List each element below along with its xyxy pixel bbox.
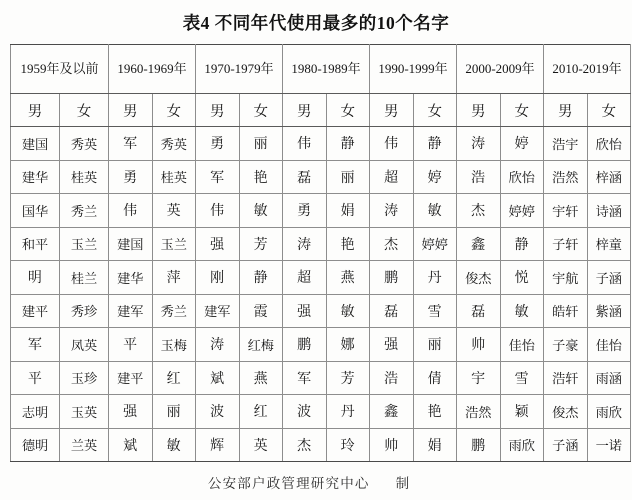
name-cell-r10-d1-male: 德明: [11, 428, 60, 462]
name-cell-r9-d4-female: 丹: [326, 395, 370, 429]
name-cell-r5-d2-male: 建华: [109, 261, 153, 295]
sex-header-6-female: 女: [500, 94, 544, 127]
table-row: [11, 127, 631, 161]
name-cell-r4-d4-male: 涛: [283, 227, 327, 261]
footer-suffix: 制: [395, 476, 411, 491]
name-cell-r8-d3-female: 燕: [239, 361, 283, 395]
decade-header-7: 2010-2019年: [544, 45, 631, 94]
name-cell-r2-d1-male: 建华: [11, 160, 60, 194]
sex-header-7-female: 女: [587, 94, 631, 127]
name-cell-r3-d2-male: 伟: [109, 194, 153, 228]
page-title: 表4 不同年代使用最多的10个名字: [182, 12, 450, 33]
name-cell-r6-d2-male: 建军: [109, 294, 153, 328]
name-cell-r3-d7-female: 诗涵: [587, 194, 631, 228]
name-cell-r7-d7-female: 佳怡: [587, 328, 631, 362]
name-cell-r10-d4-male: 杰: [283, 428, 327, 462]
name-cell-r1-d6-female: 婷: [500, 127, 544, 161]
name-cell-r4-d4-female: 艳: [326, 227, 370, 261]
name-cell-r5-d7-male: 宇航: [544, 261, 588, 295]
name-cell-r8-d1-male: 平: [11, 361, 60, 395]
name-cell-r6-d5-female: 雪: [413, 294, 457, 328]
table-header: [11, 45, 631, 127]
name-cell-r1-d5-male: 伟: [370, 127, 414, 161]
name-cell-r2-d3-male: 军: [196, 160, 240, 194]
name-cell-r8-d1-female: 玉珍: [60, 361, 109, 395]
table-footer: [10, 464, 622, 500]
name-cell-r5-d2-female: 萍: [152, 261, 196, 295]
name-cell-r2-d2-male: 勇: [109, 160, 153, 194]
decade-header-4: 1980-1989年: [283, 45, 370, 94]
table-row: [11, 428, 631, 462]
table-body: [11, 127, 631, 462]
name-cell-r5-d5-male: 鹏: [370, 261, 414, 295]
name-cell-r2-d5-female: 婷: [413, 160, 457, 194]
sex-header-5-male: 男: [370, 94, 414, 127]
name-cell-r8-d2-female: 红: [152, 361, 196, 395]
name-cell-r8-d7-female: 雨涵: [587, 361, 631, 395]
decade-header-1: 1959年及以前: [11, 45, 109, 94]
sex-header-3-male: 男: [196, 94, 240, 127]
sex-header-1-female: 女: [60, 94, 109, 127]
decade-header-5: 1990-1999年: [370, 45, 457, 94]
name-cell-r8-d6-female: 雪: [500, 361, 544, 395]
sex-header-1-male: 男: [11, 94, 60, 127]
name-cell-r5-d5-female: 丹: [413, 261, 457, 295]
table-row: [11, 361, 631, 395]
name-cell-r5-d1-female: 桂兰: [60, 261, 109, 295]
name-cell-r10-d3-male: 辉: [196, 428, 240, 462]
name-cell-r1-d2-male: 军: [109, 127, 153, 161]
name-cell-r8-d5-male: 浩: [370, 361, 414, 395]
name-cell-r9-d2-male: 强: [109, 395, 153, 429]
name-cell-r10-d1-female: 兰英: [60, 428, 109, 462]
name-cell-r3-d7-male: 宇轩: [544, 194, 588, 228]
name-cell-r9-d4-male: 波: [283, 395, 327, 429]
name-cell-r7-d2-male: 平: [109, 328, 153, 362]
name-cell-r3-d2-female: 英: [152, 194, 196, 228]
name-cell-r6-d3-female: 霞: [239, 294, 283, 328]
name-cell-r3-d6-female: 婷婷: [500, 194, 544, 228]
name-cell-r3-d6-male: 杰: [457, 194, 501, 228]
name-cell-r4-d5-female: 婷婷: [413, 227, 457, 261]
name-cell-r6-d4-male: 强: [283, 294, 327, 328]
name-cell-r5-d4-female: 燕: [326, 261, 370, 295]
sex-header-2-male: 男: [109, 94, 153, 127]
table-row: [11, 395, 631, 429]
name-cell-r5-d6-male: 俊杰: [457, 261, 501, 295]
name-cell-r3-d4-female: 娟: [326, 194, 370, 228]
name-cell-r6-d7-female: 紫涵: [587, 294, 631, 328]
name-cell-r1-d1-female: 秀英: [60, 127, 109, 161]
name-cell-r5-d1-male: 明: [11, 261, 60, 295]
name-cell-r10-d6-male: 鹏: [457, 428, 501, 462]
name-cell-r1-d2-female: 秀英: [152, 127, 196, 161]
name-cell-r1-d7-female: 欣怡: [587, 127, 631, 161]
name-cell-r6-d7-male: 皓轩: [544, 294, 588, 328]
name-cell-r10-d2-female: 敏: [152, 428, 196, 462]
name-cell-r10-d5-male: 帅: [370, 428, 414, 462]
name-cell-r2-d6-female: 欣怡: [500, 160, 544, 194]
decade-header-3: 1970-1979年: [196, 45, 283, 94]
name-cell-r1-d4-female: 静: [326, 127, 370, 161]
name-cell-r3-d5-female: 敏: [413, 194, 457, 228]
name-cell-r9-d6-male: 浩然: [457, 395, 501, 429]
name-cell-r3-d3-male: 伟: [196, 194, 240, 228]
name-cell-r2-d7-male: 浩然: [544, 160, 588, 194]
name-cell-r9-d1-female: 玉英: [60, 395, 109, 429]
name-cell-r7-d4-male: 鹏: [283, 328, 327, 362]
sex-header-row: [11, 94, 631, 127]
name-cell-r10-d6-female: 雨欣: [500, 428, 544, 462]
name-cell-r9-d5-male: 鑫: [370, 395, 414, 429]
sex-header-3-female: 女: [239, 94, 283, 127]
name-cell-r8-d4-female: 芳: [326, 361, 370, 395]
name-cell-r7-d7-male: 子豪: [544, 328, 588, 362]
name-cell-r6-d6-female: 敏: [500, 294, 544, 328]
name-cell-r7-d3-female: 红梅: [239, 328, 283, 362]
name-cell-r7-d3-male: 涛: [196, 328, 240, 362]
name-cell-r6-d4-female: 敏: [326, 294, 370, 328]
name-cell-r4-d2-male: 建国: [109, 227, 153, 261]
name-cell-r4-d7-female: 梓童: [587, 227, 631, 261]
name-cell-r9-d2-female: 丽: [152, 395, 196, 429]
name-cell-r2-d2-female: 桂英: [152, 160, 196, 194]
name-cell-r9-d3-male: 波: [196, 395, 240, 429]
sex-header-2-female: 女: [152, 94, 196, 127]
name-cell-r8-d6-male: 宇: [457, 361, 501, 395]
name-cell-r10-d2-male: 斌: [109, 428, 153, 462]
table-title-bar: [10, 0, 622, 44]
name-cell-r1-d3-male: 勇: [196, 127, 240, 161]
names-table-container: [10, 44, 622, 464]
sex-header-7-male: 男: [544, 94, 588, 127]
name-cell-r5-d3-female: 静: [239, 261, 283, 295]
name-cell-r7-d2-female: 玉梅: [152, 328, 196, 362]
name-cell-r5-d6-female: 悦: [500, 261, 544, 295]
name-cell-r4-d1-male: 和平: [11, 227, 60, 261]
name-cell-r3-d1-female: 秀兰: [60, 194, 109, 228]
name-cell-r8-d4-male: 军: [283, 361, 327, 395]
name-cell-r6-d5-male: 磊: [370, 294, 414, 328]
name-cell-r2-d5-male: 超: [370, 160, 414, 194]
name-cell-r1-d1-male: 建国: [11, 127, 60, 161]
name-cell-r6-d2-female: 秀兰: [152, 294, 196, 328]
name-cell-r4-d2-female: 玉兰: [152, 227, 196, 261]
name-cell-r4-d1-female: 玉兰: [60, 227, 109, 261]
table-row: [11, 261, 631, 295]
name-cell-r6-d1-female: 秀珍: [60, 294, 109, 328]
name-cell-r2-d6-male: 浩: [457, 160, 501, 194]
name-cell-r9-d7-male: 俊杰: [544, 395, 588, 429]
decade-header-6: 2000-2009年: [457, 45, 544, 94]
table-row: [11, 328, 631, 362]
name-cell-r5-d3-male: 刚: [196, 261, 240, 295]
name-cell-r2-d1-female: 桂英: [60, 160, 109, 194]
name-cell-r5-d4-male: 超: [283, 261, 327, 295]
name-cell-r7-d1-female: 凤英: [60, 328, 109, 362]
name-cell-r10-d4-female: 玲: [326, 428, 370, 462]
most-used-names-table: [10, 44, 631, 462]
name-cell-r1-d4-male: 伟: [283, 127, 327, 161]
name-cell-r3-d1-male: 国华: [11, 194, 60, 228]
name-cell-r2-d4-female: 丽: [326, 160, 370, 194]
table-row: [11, 294, 631, 328]
name-cell-r1-d6-male: 涛: [457, 127, 501, 161]
name-cell-r9-d1-male: 志明: [11, 395, 60, 429]
table-row: [11, 194, 631, 228]
name-cell-r1-d7-male: 浩宇: [544, 127, 588, 161]
footer-credit: 公安部户政管理研究中心: [207, 476, 370, 491]
decade-header-2: 1960-1969年: [109, 45, 196, 94]
name-cell-r10-d3-female: 英: [239, 428, 283, 462]
name-cell-r7-d6-male: 帅: [457, 328, 501, 362]
name-cell-r9-d5-female: 艳: [413, 395, 457, 429]
name-cell-r4-d3-male: 强: [196, 227, 240, 261]
name-cell-r7-d1-male: 军: [11, 328, 60, 362]
sex-header-4-male: 男: [283, 94, 327, 127]
name-cell-r8-d7-male: 浩轩: [544, 361, 588, 395]
name-cell-r1-d5-female: 静: [413, 127, 457, 161]
name-cell-r7-d5-female: 丽: [413, 328, 457, 362]
name-cell-r8-d5-female: 倩: [413, 361, 457, 395]
name-cell-r5-d7-female: 子涵: [587, 261, 631, 295]
name-cell-r3-d4-male: 勇: [283, 194, 327, 228]
name-cell-r7-d6-female: 佳怡: [500, 328, 544, 362]
decade-header-row: [11, 45, 631, 94]
name-cell-r3-d3-female: 敏: [239, 194, 283, 228]
name-cell-r3-d5-male: 涛: [370, 194, 414, 228]
name-cell-r4-d7-male: 子轩: [544, 227, 588, 261]
table-row: [11, 227, 631, 261]
name-cell-r6-d1-male: 建平: [11, 294, 60, 328]
name-cell-r4-d3-female: 芳: [239, 227, 283, 261]
name-cell-r7-d4-female: 娜: [326, 328, 370, 362]
sex-header-6-male: 男: [457, 94, 501, 127]
name-cell-r9-d3-female: 红: [239, 395, 283, 429]
name-cell-r6-d6-male: 磊: [457, 294, 501, 328]
name-cell-r10-d7-male: 子涵: [544, 428, 588, 462]
name-cell-r2-d7-female: 梓涵: [587, 160, 631, 194]
name-cell-r10-d7-female: 一诺: [587, 428, 631, 462]
table-row: [11, 160, 631, 194]
name-cell-r6-d3-male: 建军: [196, 294, 240, 328]
name-cell-r7-d5-male: 强: [370, 328, 414, 362]
sex-header-4-female: 女: [326, 94, 370, 127]
name-cell-r9-d7-female: 雨欣: [587, 395, 631, 429]
name-cell-r4-d6-female: 静: [500, 227, 544, 261]
name-cell-r8-d2-male: 建平: [109, 361, 153, 395]
sex-header-5-female: 女: [413, 94, 457, 127]
name-cell-r10-d5-female: 娟: [413, 428, 457, 462]
name-cell-r8-d3-male: 斌: [196, 361, 240, 395]
name-cell-r9-d6-female: 颖: [500, 395, 544, 429]
name-cell-r2-d3-female: 艳: [239, 160, 283, 194]
name-cell-r1-d3-female: 丽: [239, 127, 283, 161]
name-cell-r4-d5-male: 杰: [370, 227, 414, 261]
name-cell-r4-d6-male: 鑫: [457, 227, 501, 261]
name-cell-r2-d4-male: 磊: [283, 160, 327, 194]
